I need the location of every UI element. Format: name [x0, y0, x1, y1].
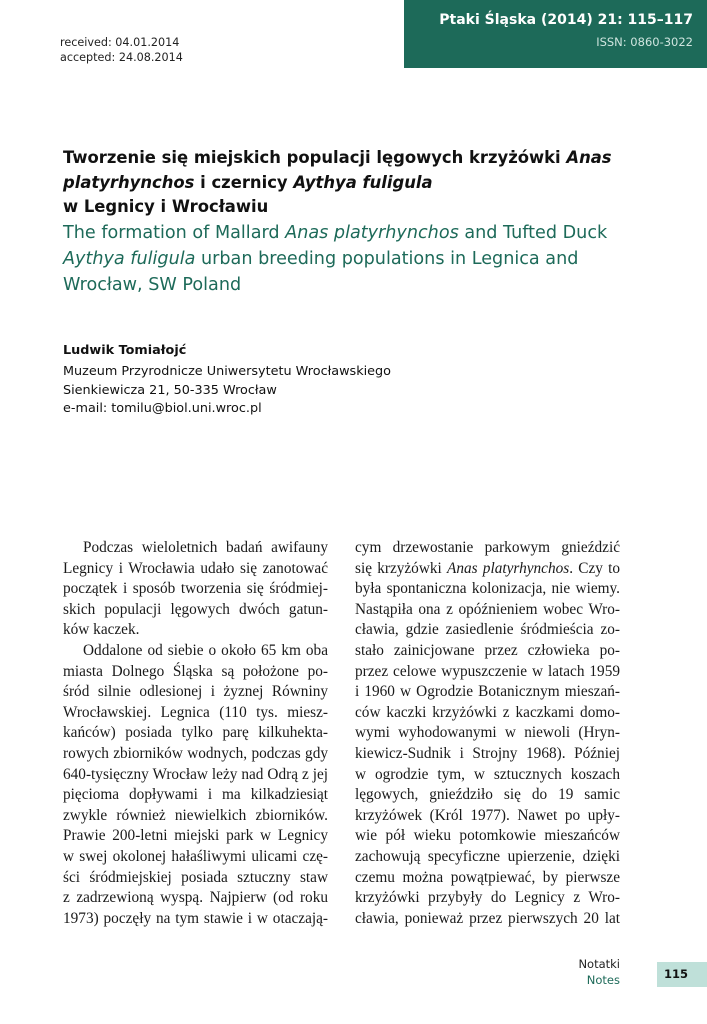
body-line: była spontaniczna kolonizacja, nie wiemy. — [355, 580, 620, 598]
species-name: Anas platyrhynchos — [447, 559, 570, 577]
author-affiliation-block — [63, 363, 391, 419]
body-line: w ogrodzie tym, w sztucznych koszach — [355, 765, 620, 783]
journal-title: Ptaki Śląska (2014) 21: 115–117 — [439, 12, 693, 28]
affiliation: Muzeum Przyrodnicze Uniwersytetu Wrocławskiego — [63, 364, 392, 379]
body-line: śród silnie odlesionej i żyznej Równiny — [63, 683, 328, 701]
page-number: 115 — [657, 962, 707, 987]
body-line: i 1960 w Ogrodzie Botanicznym mieszań- — [355, 683, 620, 701]
body-line: cławia, ponieważ przez pierwszych 20 lat — [355, 909, 620, 927]
received-date: received: 04.01.2014 — [60, 36, 180, 49]
body-line: wie pół wieku potomkowie mieszańców — [355, 827, 620, 845]
title-pl-species-1: Anas — [566, 148, 612, 167]
title-en-species-1: Anas platyrhynchos — [285, 223, 459, 243]
body-line: lęgowych, gnieździło się do 19 samic — [355, 786, 620, 804]
body-line: Prawie 200-letni miejski park w Legnicy — [63, 827, 328, 845]
issn: ISSN: 0860-3022 — [596, 35, 693, 49]
body-line: zwykle również niewielkich zbiorników. — [63, 806, 328, 824]
body-line-mixed — [355, 559, 620, 580]
body-line: w swej okolonej hałaśliwymi ulicami czę- — [63, 847, 328, 865]
body-line: z zadrzewioną wyspą. Najpierw (od roku — [63, 889, 328, 907]
section-label-polish: Notatki — [578, 957, 620, 971]
body-line: krzyżówek (Król 1977). Nawet po upły- — [355, 806, 620, 824]
body-line: ści śródmiejskiej posiada sztuczny staw — [63, 868, 328, 886]
body-column-right — [355, 538, 620, 929]
body-line: zachowują specyficzne upierzenie, dzięki — [355, 847, 620, 865]
body-line: skich populacji lęgowych dwóch gatun- — [63, 600, 328, 618]
body-line: cławia, gdzie zasiedlenie śródmieścia zo- — [355, 621, 620, 639]
body-line: cym drzewostanie parkowym gnieździć — [355, 539, 620, 556]
title-en-text-2: and Tufted Duck — [458, 223, 608, 243]
body-line: kańców) posiada tylko parę kilkuhekta- — [63, 724, 328, 742]
body-text: . Czy to — [569, 559, 620, 577]
body-line: stało zainicjowane przez człowieka po- — [355, 641, 620, 659]
body-line: Podczas wieloletnich badań awifauny — [83, 539, 328, 556]
section-label-english: Notes — [586, 973, 620, 987]
body-line: ców kaczki krzyżówki z kaczkami domo- — [355, 703, 620, 721]
body-line: przez celowe wypuszczenie w latach 1959 — [355, 662, 620, 680]
title-pl-text-2: i czernicy — [194, 172, 294, 192]
dates — [60, 35, 183, 65]
body-line: rowych zbiorników wodnych, podczas gdy — [63, 744, 328, 762]
title-polish — [63, 146, 663, 220]
body-line: Legnicy i Wrocławia udało się zanotować — [63, 559, 328, 577]
body-line: Oddalone od siebie o około 65 km oba — [83, 641, 328, 659]
journal-header — [404, 0, 707, 68]
title-en-species-2: Aythya fuligula — [63, 249, 196, 269]
body-line: Nastąpiła ona z opóźnieniem wobec Wro- — [355, 600, 620, 618]
body-line: 1973) poczęły na tym stawie i w otaczają- — [63, 909, 328, 927]
title-en-text-4: Wrocław, SW Poland — [63, 275, 242, 295]
body-line: kiewicz-Sudnik i Strojny 1968). Później — [355, 744, 620, 762]
body-line: 640-tysięczny Wrocław leży nad Odrą z jej — [63, 765, 328, 783]
title-english — [63, 220, 663, 298]
title-pl-text-3: w Legnicy i Wrocławiu — [63, 197, 269, 216]
address: Sienkiewicza 21, 50-335 Wrocław — [63, 382, 277, 398]
body-line: czemu można powątpiewać, by pierwsze — [355, 868, 620, 886]
body-line: pięcioma dopływami i ma kilkadziesiąt — [63, 786, 328, 804]
body-line: ków kaczek. — [63, 621, 140, 639]
author-name: Ludwik Tomiałojć — [63, 343, 187, 358]
title-pl-species-2: platyrhynchos — [63, 172, 195, 192]
body-line: wymi wyhodowanymi w niewoli (Hryn- — [355, 724, 620, 742]
title-en-text-1: The formation of Mallard — [63, 223, 286, 243]
email: e-mail: tomilu@biol.uni.wroc.pl — [63, 401, 262, 416]
title-pl-species-3: Aythya fuligula — [293, 172, 433, 192]
accepted-date: accepted: 24.08.2014 — [60, 51, 183, 64]
body-column-left — [63, 538, 328, 929]
body-line: miasta Dolnego Śląska są położone po- — [63, 662, 328, 680]
body-text: się krzyżówki — [355, 559, 447, 577]
body-line: początek i sposób tworzenia się śródmiej- — [63, 580, 328, 598]
body-line: Wrocławskiej. Legnica (110 tys. miesz- — [63, 703, 328, 721]
title-pl-text-1: Tworzenie się miejskich populacji lęgowych krzyżówki — [63, 148, 567, 167]
body-line: krzyżówki przybyły do Legnicy z Wro- — [355, 889, 620, 907]
title-en-text-3: urban breeding populations in Legnica and — [195, 249, 579, 269]
